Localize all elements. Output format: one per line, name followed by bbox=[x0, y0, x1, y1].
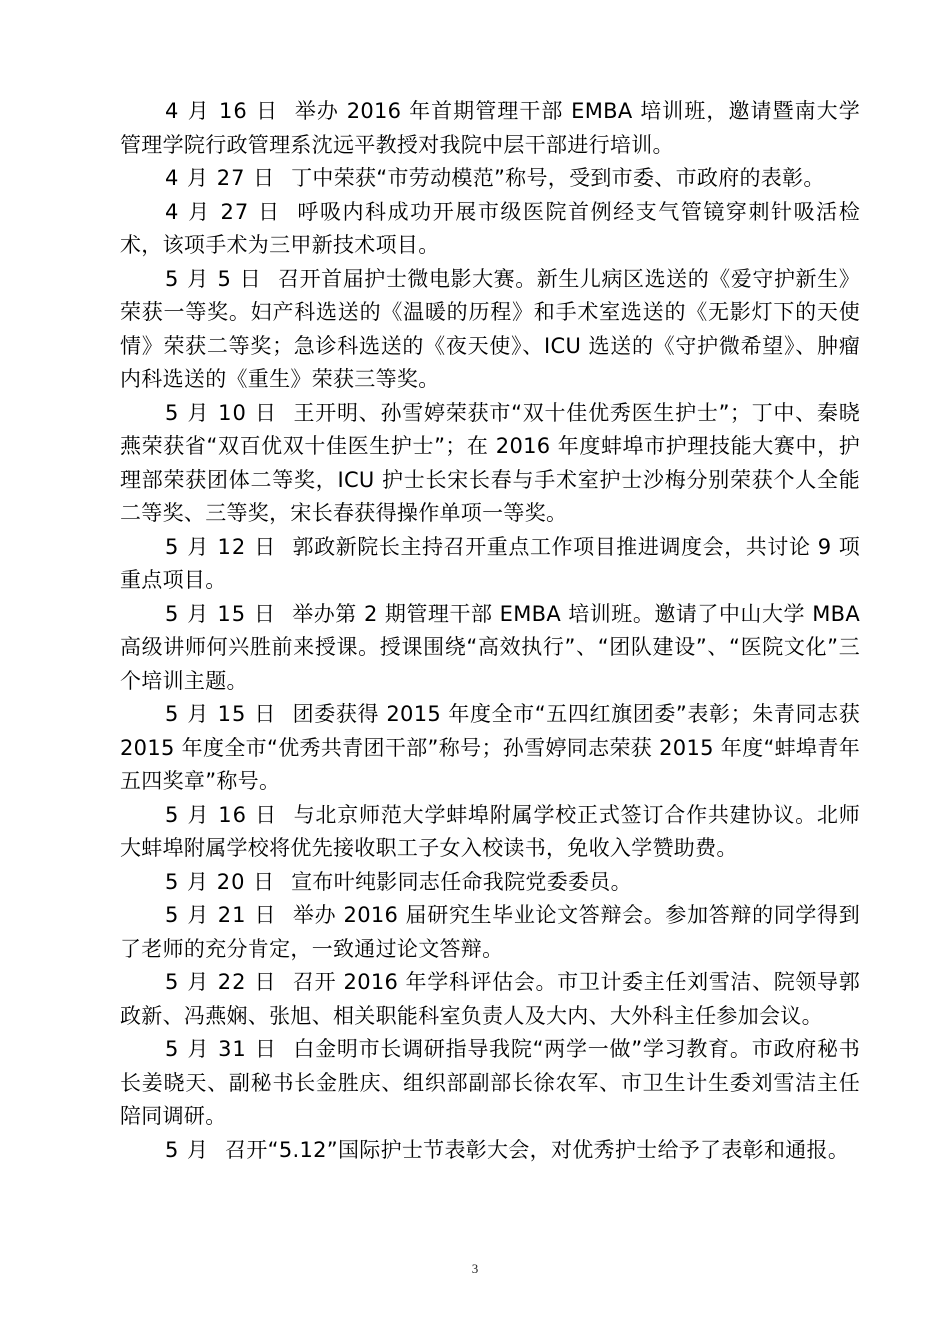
entry-text: 白金明市长调研指导我院“两学一做”学习教育。市政府秘书长姜晓天、副秘书长金胜庆、组织部副部长徐农军、市卫生计生委刘雪洁主任陪同调研。 bbox=[120, 1037, 860, 1128]
entry-text: 举办第 2 期管理干部 EMBA 培训班。邀请了中山大学 MBA 高级讲师何兴胜前来授课。授课围绕“高效执行”、“团队建设”、“医院文化”三个培训主题。 bbox=[120, 601, 860, 693]
chronicle-entry bbox=[120, 263, 860, 397]
entry-date: 4 月 27 日 bbox=[165, 199, 282, 224]
chronicle-entry bbox=[120, 162, 860, 196]
entry-date: 4 月 16 日 bbox=[165, 99, 279, 123]
entry-date: 5 月 16 日 bbox=[165, 802, 278, 827]
chronicle-entry bbox=[120, 966, 860, 1033]
chronicle-entry bbox=[120, 899, 860, 966]
entry-text: 呼吸内科成功开展市级医院首例经支气管镜穿刺针吸活检术，该项手术为三甲新技术项目。 bbox=[120, 199, 861, 257]
chronicle-entry bbox=[120, 1033, 860, 1134]
entry-text: 丁中荣获“市劳动模范”称号，受到市委、市政府的表彰。 bbox=[291, 166, 825, 190]
entry-date: 5 月 31 日 bbox=[165, 1037, 278, 1061]
entry-text: 召开“5.12”国际护士节表彰大会，对优秀护士给予了表彰和通报。 bbox=[225, 1137, 850, 1162]
chronicle-entry bbox=[120, 531, 860, 598]
entry-date: 5 月 5 日 bbox=[165, 266, 263, 291]
entry-date: 5 月 15 日 bbox=[165, 601, 277, 626]
entry-date: 5 月 22 日 bbox=[165, 970, 277, 994]
entry-text: 与北京师范大学蚌埠附属学校正式签订合作共建协议。北师大蚌埠附属学校将优先接收职工子女入校读书，免收入学赞助费。 bbox=[120, 802, 860, 860]
chronicle-entry bbox=[120, 799, 860, 866]
entry-date: 4 月 27 日 bbox=[165, 166, 276, 190]
entry-date: 5 月 21 日 bbox=[165, 903, 277, 927]
entry-date: 5 月 15 日 bbox=[165, 702, 277, 726]
entry-date: 5 月 20 日 bbox=[165, 869, 276, 894]
entry-date: 5 月 10 日 bbox=[165, 400, 278, 425]
entry-text: 召开首届护士微电影大赛。新生儿病区选送的《爱守护新生》荣获一等奖。妇产科选送的《温暖的历程》和手术室选送的《无影灯下的天使情》荣获二等奖；急诊科选送的《夜天使》、ICU 选送的《守护微希望》、肿瘤内科选送的《重生》荣获三等奖。 bbox=[120, 266, 860, 391]
chronicle-entry bbox=[120, 598, 860, 699]
chronicle-entry bbox=[120, 698, 860, 799]
chronicle-entries bbox=[120, 95, 860, 1167]
entry-text: 王开明、孙雪婷荣获市“双十佳优秀医生护士”；丁中、秦晓燕荣获省“双百优双十佳医生护士”；在 2016 年度蚌埠市护理技能大赛中，护理部荣获团体二等奖，ICU 护士长宋长春与手术室护士沙梅分别荣获个人全能二等奖、三等奖，宋长春获得操作单项一等奖。 bbox=[120, 400, 861, 525]
entry-text: 举办 2016 年首期管理干部 EMBA 培训班，邀请暨南大学管理学院行政管理系沈远平教授对我院中层干部进行培训。 bbox=[120, 99, 861, 157]
chronicle-entry bbox=[120, 1134, 860, 1168]
page-number: 3 bbox=[471, 1261, 479, 1276]
chronicle-entry bbox=[120, 866, 860, 900]
entry-date: 5 月 12 日 bbox=[165, 534, 277, 559]
entry-text: 团委获得 2015 年度全市“五四红旗团委”表彰；朱青同志获 2015 年度全市“优秀共青团干部”称号；孙雪婷同志荣获 2015 年度“蚌埠青年五四奖章”称号。 bbox=[120, 702, 860, 793]
entry-text: 召开 2016 年学科评估会。市卫计委主任刘雪洁、院领导郭政新、冯燕娴、张旭、相关职能科室负责人及大内、大外科主任参加会议。 bbox=[120, 970, 860, 1028]
entry-date: 5 月 bbox=[165, 1137, 210, 1162]
entry-text: 郭政新院长主持召开重点工作项目推进调度会，共讨论 9 项重点项目。 bbox=[120, 534, 861, 592]
chronicle-entry bbox=[120, 196, 860, 263]
chronicle-entry bbox=[120, 95, 860, 162]
entry-text: 宣布叶纯影同志任命我院党委委员。 bbox=[291, 869, 632, 894]
chronicle-entry bbox=[120, 397, 860, 531]
entry-text: 举办 2016 届研究生毕业论文答辩会。参加答辩的同学得到了老师的充分肯定，一致通过论文答辩。 bbox=[120, 903, 860, 961]
